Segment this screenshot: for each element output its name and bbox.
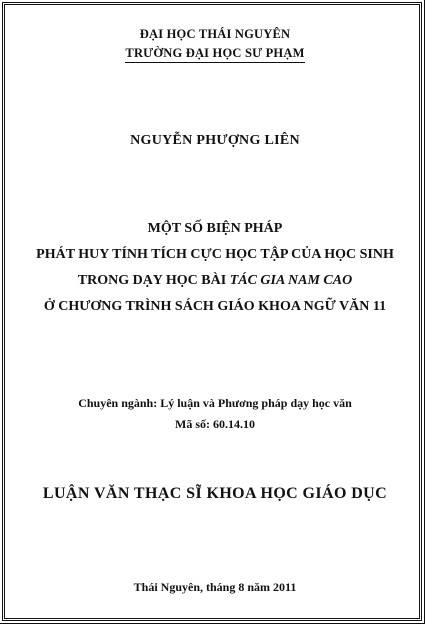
title-line-4: Ở CHƯƠNG TRÌNH SÁCH GIÁO KHOA NGỮ VĂN 11 [43, 299, 387, 314]
degree-title: LUẬN VĂN THẠC SĨ KHOA HỌC GIÁO DỤC [42, 485, 388, 502]
college-name-line [0, 46, 430, 63]
university-name: ĐẠI HỌC THÁI NGUYÊN [139, 27, 291, 41]
title-line-3 [0, 273, 430, 289]
author-name: NGUYỄN PHƯỢNG LIÊN [130, 133, 300, 148]
specialization: Chuyên ngành: Lý luận và Phương pháp dạy học văn [78, 396, 352, 410]
title-line-2: PHÁT HUY TÍNH TÍCH CỰC HỌC TẬP CỦA HỌC SINH [36, 247, 394, 262]
title-line-3-prefix: TRONG DẠY HỌC BÀI [77, 273, 230, 288]
college-name: TRƯỜNG ĐẠI HỌC SƯ PHẠM [125, 46, 304, 63]
place-date: Thái Nguyên, tháng 8 năm 2011 [133, 580, 297, 594]
title-line-3-italic: TÁC GIA NAM CAO [229, 273, 353, 288]
title-line-1: MỘT SỐ BIỆN PHÁP [147, 221, 283, 236]
program-code: Mã số: 60.14.10 [175, 417, 255, 431]
